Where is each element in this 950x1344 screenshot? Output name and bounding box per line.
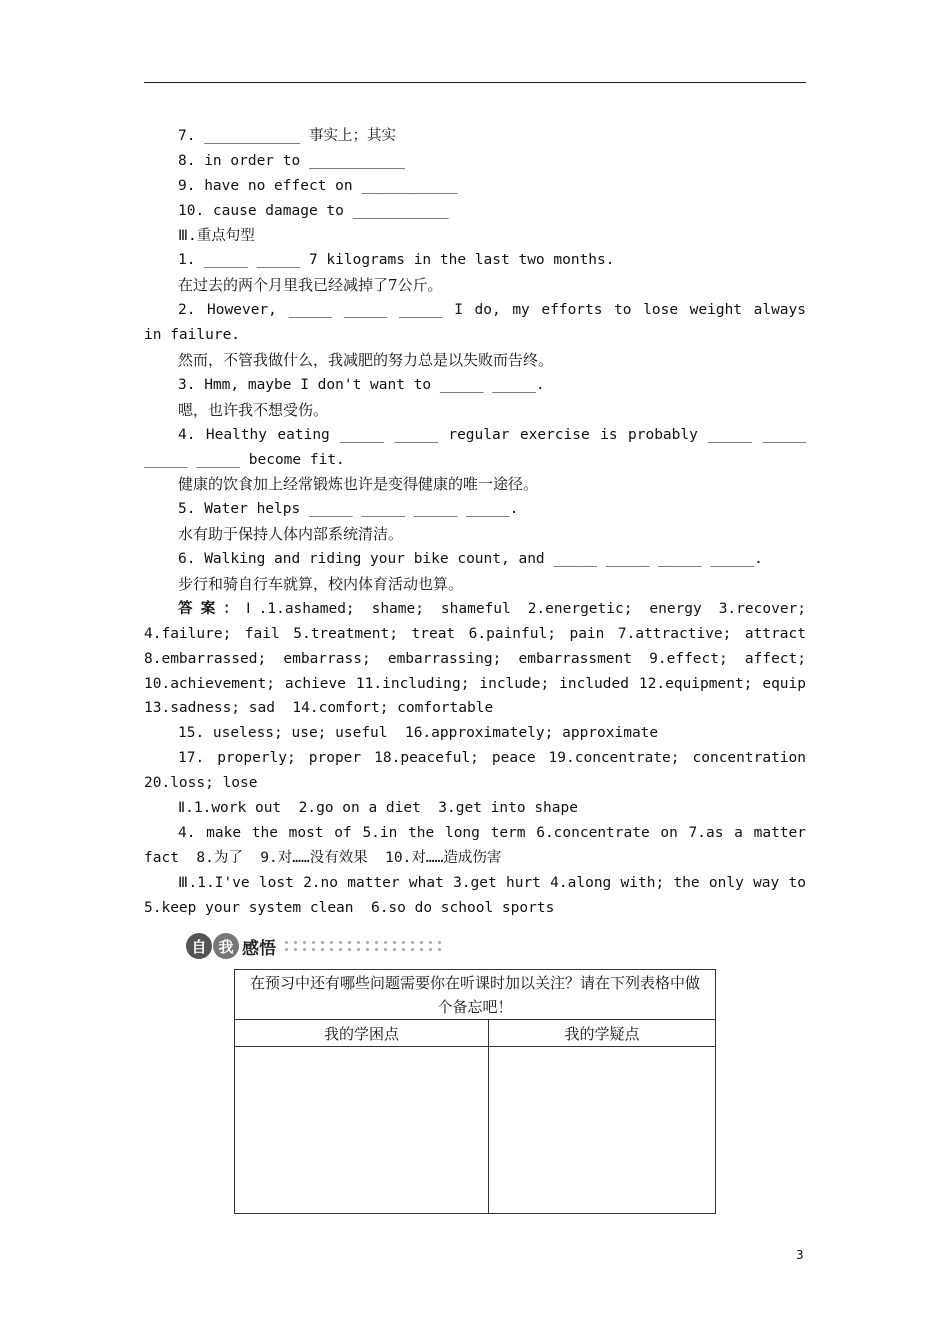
memo-header — [235, 970, 716, 1020]
text-line — [144, 622, 806, 647]
memo-col-difficulties: 我的学困点 — [235, 1020, 489, 1047]
text-line — [144, 174, 806, 199]
reflect-char-2: 我 — [213, 933, 239, 959]
memo-col-doubts: 我的学疑点 — [489, 1020, 716, 1047]
dotted-divider — [282, 939, 442, 953]
line-text: 10.achievement; achieve 11.including; include; included 12.equipment; equip — [144, 675, 806, 692]
text-line — [144, 248, 806, 273]
line-text: Ⅰ.1.ashamed; shame; shameful 2.energetic; energy 3.recover; — [246, 600, 806, 617]
line-text: 6. Walking and riding your bike count, and _____ _____ _____ _____. — [178, 551, 763, 568]
line-text: 2. However, _____ _____ _____ I do, my efforts to lose weight always — [178, 302, 806, 319]
line-text: 在过去的两个月里我已经减掉了7公斤。 — [178, 276, 443, 295]
line-text: 8.embarrassed; embarrass; embarrassing; embarrassment 9.effect; affect; — [144, 650, 806, 667]
text-line — [144, 547, 806, 572]
line-text: 3. Hmm, maybe I don't want to _____ _____. — [178, 376, 545, 393]
line-text: 健康的饮食加上经常锻炼也许是变得健康的唯一途径。 — [178, 475, 539, 494]
line-text: _____ _____ become fit. — [144, 451, 345, 468]
reflect-title: 感悟 — [242, 938, 276, 959]
text-line — [144, 298, 806, 323]
text-line — [144, 796, 806, 821]
text-line — [144, 199, 806, 224]
line-text: Ⅲ.1.I've lost 2.no matter what 3.get hurt 4.along with; the only way to — [178, 874, 806, 891]
text-line — [144, 821, 806, 846]
text-line — [144, 871, 806, 896]
line-text: 步行和骑自行车就算，校内体育活动也算。 — [178, 575, 464, 594]
text-line — [144, 273, 806, 298]
line-text: 水有助于保持人体内部系统清洁。 — [178, 525, 404, 544]
memo-cell-difficulties[interactable] — [235, 1047, 489, 1214]
line-text: 7. ___________ 事实上；其实 — [178, 128, 396, 144]
text-line — [144, 348, 806, 373]
text-line — [144, 472, 806, 497]
text-line — [144, 672, 806, 697]
memo-table — [234, 969, 716, 1214]
line-text: 5.keep your system clean 6.so do school sports — [144, 899, 555, 916]
line-text: in failure. — [144, 327, 241, 344]
answer-label: 答案： — [178, 599, 247, 617]
text-line — [144, 373, 806, 398]
text-line — [144, 398, 806, 423]
text-line — [144, 448, 806, 473]
self-reflection-heading — [186, 930, 442, 962]
page-number: 3 — [796, 1248, 804, 1262]
text-line — [144, 746, 806, 771]
line-text: 20.loss; lose — [144, 775, 258, 792]
text-line — [144, 771, 806, 796]
line-text: fact 8.为了 9.对……没有效果 10.对……造成伤害 — [144, 849, 502, 866]
text-line — [144, 647, 806, 672]
line-text: 然而，不管我做什么，我减肥的努力总是以失败而告终。 — [178, 351, 554, 370]
text-line — [144, 323, 806, 348]
text-line — [144, 696, 806, 721]
line-text: 8. in order to ___________ — [178, 152, 405, 169]
text-line — [144, 721, 806, 746]
line-text: 4. Healthy eating _____ _____ regular exercise is probably _____ _____ — [178, 426, 806, 443]
header-rule — [144, 82, 806, 83]
line-text: 15. useless; use; useful 16.approximately; approximate — [178, 725, 659, 742]
line-text: 4.failure; fail 5.treatment; treat 6.painful; pain 7.attractive; attract — [144, 625, 806, 642]
text-line — [144, 423, 806, 448]
line-text: 10. cause damage to ___________ — [178, 202, 449, 219]
line-text: 5. Water helps _____ _____ _____ _____. — [178, 501, 519, 518]
line-text: 17. properly; proper 18.peaceful; peace 19.concentrate; concentration — [178, 750, 806, 767]
memo-header-text: 在预习中还有哪些问题需要你在听课时加以关注？请在下列表格中做个备忘吧！ — [249, 973, 700, 1016]
reflect-char-1: 自 — [186, 933, 212, 959]
document-body — [144, 124, 806, 921]
line-text: Ⅱ.1.work out 2.go on a diet 3.get into shape — [178, 800, 578, 817]
line-text: 4. make the most of 5.in the long term 6.concentrate on 7.as a matter — [178, 824, 806, 841]
text-line — [144, 597, 806, 622]
text-line — [144, 572, 806, 597]
text-line — [144, 124, 806, 149]
line-text: 嗯，也许我不想受伤。 — [178, 400, 329, 419]
line-text: 13.sadness; sad 14.comfort; comfortable — [144, 700, 494, 717]
text-line — [144, 522, 806, 547]
text-line — [144, 896, 806, 921]
text-line — [144, 497, 806, 522]
text-line — [144, 224, 806, 249]
memo-cell-doubts[interactable] — [489, 1047, 716, 1214]
text-line — [144, 846, 806, 871]
text-line — [144, 149, 806, 174]
line-text: 9. have no effect on ___________ — [178, 177, 458, 194]
line-text: 1. _____ _____ 7 kilograms in the last two months. — [178, 252, 615, 269]
line-text: Ⅲ.重点句型 — [178, 227, 255, 244]
